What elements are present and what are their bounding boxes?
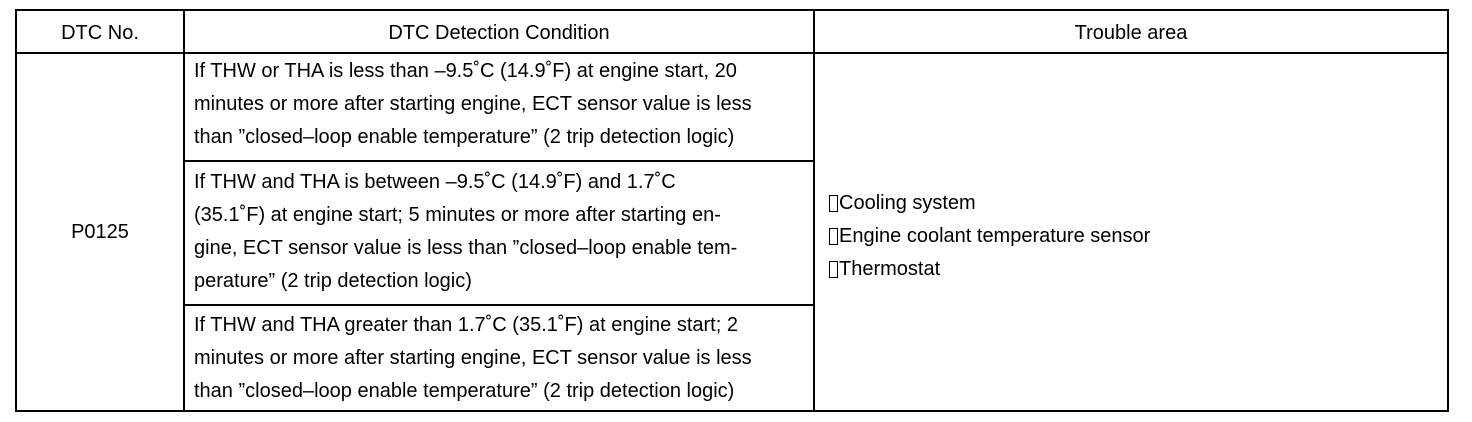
condition-line: perature” (2 trip detection logic) [194, 270, 472, 292]
condition-line: If THW and THA is between –9.5˚C (14.9˚F) and 1.7˚C [194, 171, 676, 193]
dtc-table [15, 9, 1449, 412]
trouble-area-label: Engine coolant temperature sensor [839, 224, 1151, 247]
condition-line: than ”closed–loop enable temperature” (2 trip detection logic) [194, 126, 735, 148]
header-row [16, 10, 1448, 53]
condition-line: (35.1˚F) at engine start; 5 minutes or more after starting en- [194, 204, 721, 226]
header-trouble-area: Trouble area [814, 10, 1448, 53]
condition-cell-3 [184, 305, 814, 411]
condition-line: minutes or more after starting engine, ECT sensor value is less [194, 93, 752, 115]
checkbox-icon [829, 195, 838, 212]
trouble-area-list [829, 187, 1447, 286]
trouble-area-label: Cooling system [839, 191, 976, 214]
list-item [829, 187, 1447, 220]
checkbox-icon [829, 228, 838, 245]
list-item [829, 253, 1447, 286]
trouble-area-label: Thermostat [839, 257, 941, 280]
condition-line: If THW or THA is less than –9.5˚C (14.9˚F) at engine start, 20 [194, 60, 737, 82]
table-row [16, 53, 1448, 161]
checkbox-icon [829, 261, 838, 278]
header-detection-condition: DTC Detection Condition [184, 10, 814, 53]
condition-cell-1 [184, 53, 814, 161]
dtc-code-cell: P0125 [16, 53, 184, 411]
condition-line: gine, ECT sensor value is less than ”closed–loop enable tem- [194, 237, 738, 259]
trouble-area-cell [814, 53, 1448, 411]
condition-line: than ”closed–loop enable temperature” (2 trip detection logic) [194, 380, 735, 402]
condition-line: If THW and THA greater than 1.7˚C (35.1˚F) at engine start; 2 [194, 314, 738, 336]
condition-line: minutes or more after starting engine, ECT sensor value is less [194, 347, 752, 369]
header-dtc-no: DTC No. [16, 10, 184, 53]
condition-cell-2 [184, 161, 814, 305]
list-item [829, 220, 1447, 253]
